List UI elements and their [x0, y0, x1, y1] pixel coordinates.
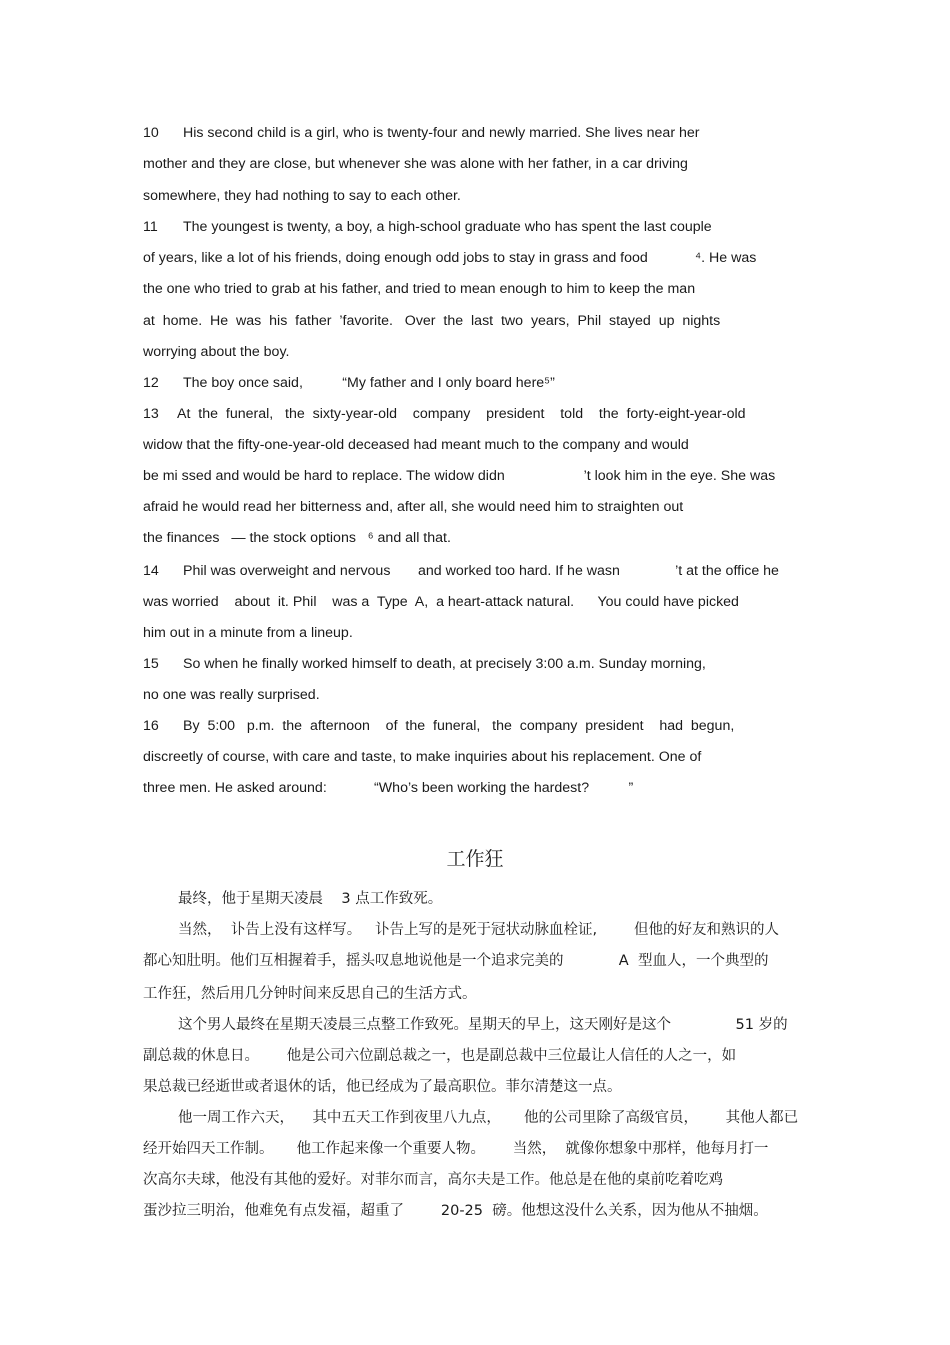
paragraph-number: 13 — [143, 406, 159, 422]
chinese-line: 他一周工作六天， 其中五天工作到夜里八九点， 他的公司里除了高级官员， 其他人都已 — [178, 1110, 799, 1126]
chinese-line: 当然， 讣告上没有这样写。 讣告上写的是死于冠状动脉血栓证, 但他的好友和熟识的人 — [178, 922, 780, 938]
chinese-line: 蛋沙拉三明治，他难免有点发福，超重了 20-25 磅。他想这没什么关系，因为他从不抽烟。 — [143, 1203, 768, 1219]
paragraph-13-line-4: afraid he would read her bitterness and, after all, she would need him to straighten out — [143, 499, 684, 515]
paragraph-13-line-1: 13 At the funeral, the sixty-year-old company president told the forty-eight-year-old — [143, 406, 746, 422]
paragraph-15-line-1: 15 So when he finally worked himself to death, at precisely 3:00 a.m. Sunday morning, — [143, 656, 706, 672]
paragraph-14-line-1: 14 Phil was overweight and nervous and worked too hard. If he wasn ’t at the office he — [143, 563, 779, 579]
paragraph-14-line-2: was worried about it. Phil was a Type A, a heart-attack natural. You could have picked — [143, 594, 739, 610]
paragraph-16-line-3: three men. He asked around: “Who’s been working the hardest? ” — [143, 780, 634, 796]
paragraph-13-line-5: the finances — the stock options ⁶ and all that. — [143, 530, 451, 546]
paragraph-11-line-5: worrying about the boy. — [143, 344, 290, 360]
paragraph-11-line-4: at home. He was his father ’favorite. Over the last two years, Phil stayed up nights — [143, 313, 721, 329]
chinese-line: 经开始四天工作制。 他工作起来像一个重要人物。 当然， 就像你想象中那样，他每月打一 — [143, 1141, 769, 1157]
chinese-line: 副总裁的休息日。 他是公司六位副总裁之一，也是副总裁中三位最让人信任的人之一，如 — [143, 1048, 737, 1064]
paragraph-number: 16 — [143, 718, 159, 734]
paragraph-10-line-3: somewhere, they had nothing to say to each other. — [143, 188, 461, 204]
paragraph-number: 11 — [143, 219, 158, 235]
paragraph-16-line-1: 16 By 5:00 p.m. the afternoon of the funeral, the company president had begun, — [143, 718, 735, 734]
paragraph-14-line-3: him out in a minute from a lineup. — [143, 625, 353, 641]
paragraph-13-line-2: widow that the fifty-one-year-old deceased had meant much to the company and would — [143, 437, 689, 453]
paragraph-13-line-3: be mi ssed and would be hard to replace. The widow didn ’t look him in the eye. She was — [143, 468, 776, 484]
paragraph-12-line-1: 12 The boy once said, “My father and I only board here⁵” — [143, 375, 555, 391]
paragraph-11-line-1: 11 The youngest is twenty, a boy, a high-school graduate who has spent the last couple — [143, 219, 712, 235]
chinese-line: 工作狂，然后用几分钟时间来反思自己的生活方式。 — [143, 986, 477, 1002]
chinese-line: 果总裁已经逝世或者退休的话，他已经成为了最高职位。菲尔清楚这一点。 — [143, 1079, 622, 1095]
paragraph-number: 12 — [143, 375, 159, 391]
paragraph-15-line-2: no one was really surprised. — [143, 687, 320, 703]
chinese-line: 都心知肚明。他们互相握着手，摇头叹息地说他是一个追求完美的 A 型血人，一个典型的 — [143, 953, 769, 969]
chinese-line: 这个男人最终在星期天凌晨三点整工作致死。星期天的早上，这天刚好是这个 51 岁的 — [178, 1017, 788, 1033]
chinese-title: 工作狂 — [446, 848, 504, 870]
paragraph-number: 15 — [143, 656, 159, 672]
paragraph-11-line-3: the one who tried to grab at his father, and tried to mean enough to him to keep the man — [143, 281, 696, 297]
paragraph-16-line-2: discreetly of course, with care and taste, to make inquiries about his replacement. One of — [143, 749, 702, 765]
paragraph-11-line-2: of years, like a lot of his friends, doing enough odd jobs to stay in grass and food ⁴. He was — [143, 250, 757, 266]
chinese-line: 最终，他于星期天凌晨 3 点工作致死。 — [178, 891, 443, 907]
chinese-line: 次高尔夫球，他没有其他的爱好。对菲尔而言，高尔夫是工作。他总是在他的桌前吃着吃鸡 — [143, 1172, 723, 1188]
paragraph-10-line-2: mother and they are close, but whenever she was alone with her father, in a car driving — [143, 156, 688, 172]
paragraph-number: 10 — [143, 125, 159, 141]
paragraph-number: 14 — [143, 563, 159, 579]
paragraph-10-line-1: 10 His second child is a girl, who is twenty-four and newly married. She lives near her — [143, 125, 700, 141]
